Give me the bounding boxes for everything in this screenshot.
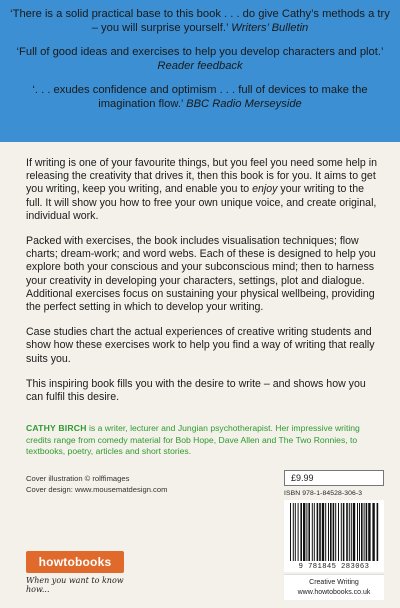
blurb-paragraph: Packed with exercises, the book includes visualisation techniques; flow charts; dream-work; and word webs. Each of these is designed to help you explore both your conscious and your subconscious mind; then to harness your creativity in developing your characters, settings, plot and dialogue. Additional exercises focus on sustaining your physical wellbeing, providing the perfect setting in which to develop your writing. (26, 235, 376, 314)
blurb-paragraph: Case studies chart the actual experiences of creative writing students and show how these exercises work to help you find a way of writing that really suits you. (26, 326, 375, 365)
category-label: Creative Writing (309, 579, 359, 586)
publisher-logo: howtobooks (26, 551, 124, 573)
blurb-paragraph: If writing is one of your favourite things, but you feel you need some help in releasing the creativity that drives it, then this book is for you. It aims to get you writing, keep you writing, and enable you to enjoy your writing to the full. It will show you how to free your own unique voice, and create original, individual work. (26, 157, 377, 222)
isbn-label: ISBN 978-1-84528-306-3 (284, 490, 363, 497)
design-credit: Cover design: www.mousematdesign.com (26, 485, 168, 494)
illustration-credit: Cover illustration © rolffimages (26, 474, 130, 483)
review-quote: ‘There is a solid practical base to this book . . . do give Cathy’s methods a try – you will surprise yourself.’ Writers’ Bulletin (10, 8, 390, 34)
quote-source: Writers’ Bulletin (231, 22, 309, 34)
publisher-url: www.howtobooks.co.uk (297, 589, 371, 596)
quote-source: BBC Radio Merseyside (186, 98, 302, 110)
category-box (284, 574, 384, 600)
quote-source: Reader feedback (157, 60, 243, 72)
barcode (284, 500, 384, 564)
review-quotes-band (0, 0, 400, 142)
review-quote: ‘Full of good ideas and exercises to help you develop characters and plot.’ Reader feedback (16, 46, 384, 72)
review-quote: ‘. . . exudes confidence and optimism . . . full of devices to make the imagination flow.’ BBC Radio Merseyside (32, 84, 368, 110)
author-name: CATHY BIRCH (26, 423, 87, 433)
price-box: £9.99 (284, 470, 384, 486)
author-bio: CATHY BIRCH is a writer, lecturer and Jungian psychotherapist. Her impressive writing credits range from comedy material for Bob Hope, Dave Allen and The Two Ronnies, to textbooks, poetry, articles and short stories. (26, 423, 360, 457)
blurb-paragraph: This inspiring book fills you with the desire to write – and shows how you can fulfil this desire. (26, 377, 366, 404)
publisher-tagline: When you want to know how... (26, 576, 124, 594)
cover-credits (26, 473, 226, 495)
blurb (26, 157, 382, 416)
barcode-number: 9 781845 283063 (284, 562, 384, 572)
barcode-bars-icon (284, 500, 384, 564)
